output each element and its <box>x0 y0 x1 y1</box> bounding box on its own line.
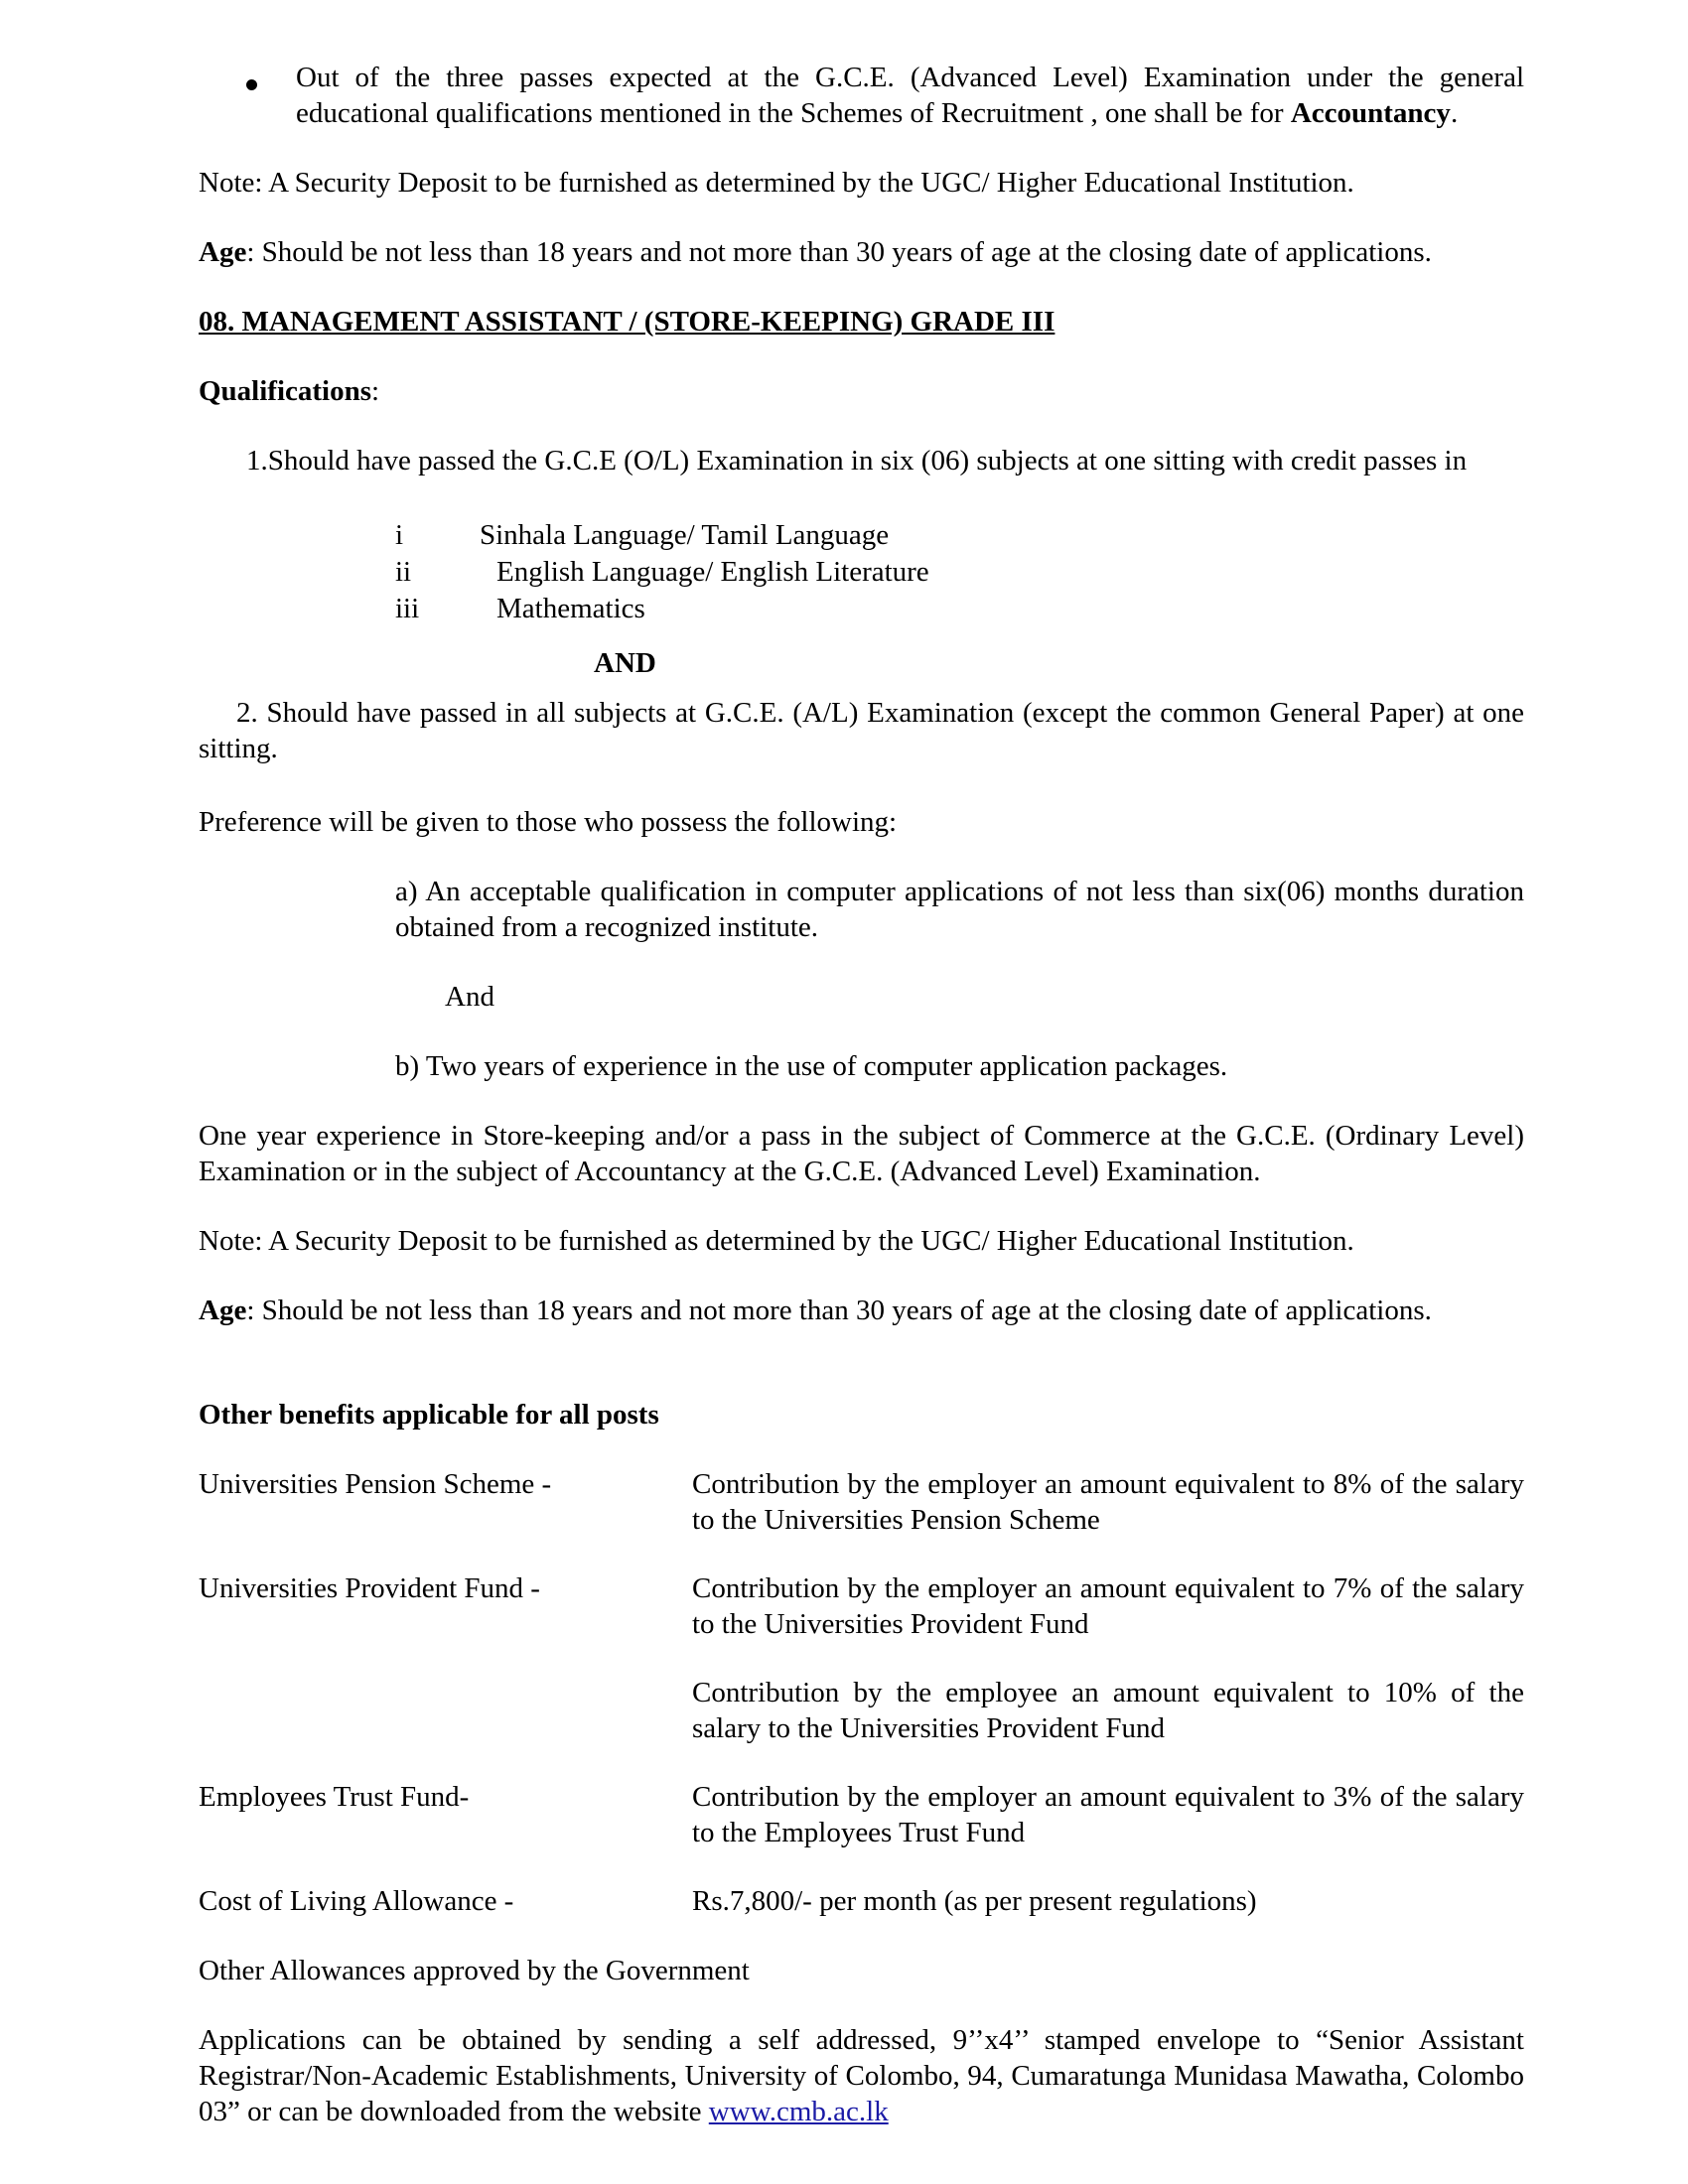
bullet-end: . <box>1450 97 1459 129</box>
website-link[interactable]: www.cmb.ac.lk <box>708 2096 889 2127</box>
benefit-label: Universities Provident Fund - <box>199 1572 540 1604</box>
applications-text: Applications can be obtained by sending a self addressed, 9’’x4’’ stamped envelope to “Senior Assistant Registrar/Non-Academic Establishments, University of Colombo, 94, Cumaratunga Munidasa Mawatha, Colombo 03” or can be downloaded from the website <box>199 2024 1524 2127</box>
experience-paragraph: One year experience in Store-keeping and/or a pass in the subject of Commerce at the G.C.E. (Ordinary Level) Examination or in the subject of Accountancy at the G.C.E. (Advanced Level) Examination. <box>199 1120 1524 1187</box>
age-text: : Should be not less than 18 years and not more than 30 years of age at the closing date of applications. <box>246 1295 1432 1326</box>
subject-name: Sinhala Language/ Tamil Language <box>480 519 890 551</box>
subject-num: i <box>395 519 404 551</box>
age-label: Age <box>199 236 247 268</box>
section-heading: 08. MANAGEMENT ASSISTANT / (STORE-KEEPING) GRADE III <box>199 306 1055 338</box>
qualifications-label-text: Qualifications <box>199 375 372 407</box>
benefit-text: Rs.7,800/- per month (as per present regulations) <box>692 1885 1257 1917</box>
benefit-label: Employees Trust Fund- <box>199 1781 470 1813</box>
preference-intro: Preference will be given to those who possess the following: <box>199 806 898 838</box>
bullet-paragraph <box>296 60 1524 131</box>
applications-paragraph <box>199 2022 1524 2129</box>
benefit-label: Cost of Living Allowance - <box>199 1885 514 1917</box>
age-text: : Should be not less than 18 years and not more than 30 years of age at the closing date of applications. <box>246 236 1432 268</box>
subject-name: Mathematics <box>496 593 645 624</box>
benefit-label: Universities Pension Scheme - <box>199 1468 552 1500</box>
subject-num: ii <box>395 556 412 588</box>
and-connector: AND <box>594 647 656 679</box>
benefit-text: Contribution by the employee an amount equivalent to 10% of the salary to the Universities Provident Fund <box>692 1677 1524 1744</box>
qualifications-label <box>199 373 1524 409</box>
other-allowances: Other Allowances approved by the Government <box>199 1955 750 1986</box>
security-deposit-note: Note: A Security Deposit to be furnished as determined by the UGC/ Higher Educational Institution. <box>199 1225 1354 1257</box>
subject-num: iii <box>395 593 420 624</box>
bullet-text: Out of the three passes expected at the G.C.E. (Advanced Level) Examination under the general educational qualifications mentioned in the Schemes of Recruitment , one shall be for <box>296 62 1524 129</box>
security-deposit-note: Note: A Security Deposit to be furnished as determined by the UGC/ Higher Educational Institution. <box>199 167 1354 199</box>
age-label: Age <box>199 1295 247 1326</box>
bullet-bold-text: Accountancy <box>1290 97 1451 129</box>
qualification-item-1: 1.Should have passed the G.C.E (O/L) Examination in six (06) subjects at one sitting with credit passes in <box>246 445 1468 477</box>
benefits-heading: Other benefits applicable for all posts <box>199 1399 659 1431</box>
qualification-item-2: 2. Should have passed in all subjects at G.C.E. (A/L) Examination (except the common General Paper) at one sitting. <box>199 697 1524 764</box>
subject-name: English Language/ English Literature <box>496 556 929 588</box>
preference-item-b: b) Two years of experience in the use of computer application packages. <box>395 1050 1228 1082</box>
age-requirement <box>199 234 1524 270</box>
qualifications-colon: : <box>371 375 380 407</box>
bullet-icon <box>246 79 257 90</box>
and-connector-lower: And <box>445 981 494 1013</box>
benefit-text: Contribution by the employer an amount equivalent to 8% of the salary to the Universities Pension Scheme <box>692 1468 1524 1536</box>
benefit-text: Contribution by the employer an amount equivalent to 3% of the salary to the Employees Trust Fund <box>692 1781 1524 1848</box>
benefit-text: Contribution by the employer an amount equivalent to 7% of the salary to the Universities Provident Fund <box>692 1572 1524 1640</box>
age-requirement <box>199 1293 1524 1328</box>
preference-item-a: a) An acceptable qualification in computer applications of not less than six(06) months duration obtained from a recognized institute. <box>395 876 1524 943</box>
